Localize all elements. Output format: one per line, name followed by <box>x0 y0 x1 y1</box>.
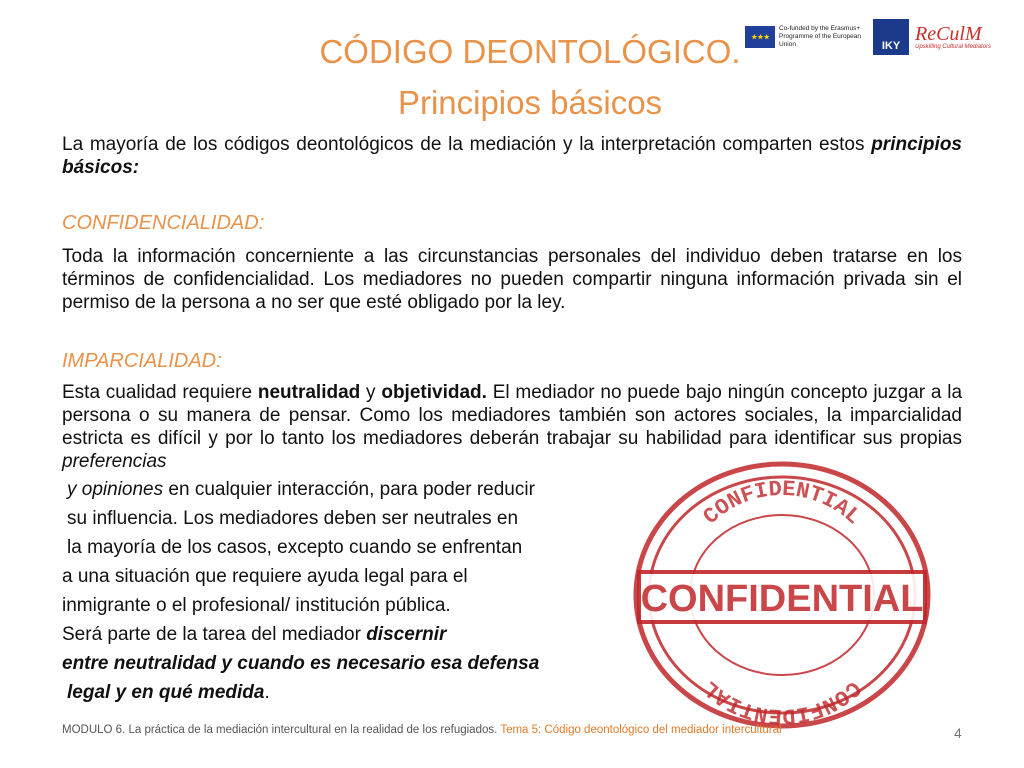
footer <box>62 724 782 736</box>
text-line <box>62 678 539 707</box>
impartiality-text: Esta cualidad requiere <box>62 382 258 403</box>
page-number: 4 <box>954 725 962 741</box>
discern-term: discernir <box>366 624 447 645</box>
stamp-center-text: CONFIDENTIAL <box>640 578 924 620</box>
intro-emphasis: principios básicos: <box>62 134 962 178</box>
text-line: su influencia. Los mediadores deben ser neutrales en <box>67 508 519 529</box>
page-subtitle: Principios básicos <box>397 84 663 121</box>
impartiality-text: El mediador no puede bajo ningún concepto juzgar a la persona o su manera de pensar. Como los mediadores también son actores sociales, la imparcialidad estricta es difícil y por lo tanto los mediadores deberán trabajar su habilidad para identificar sus propias <box>62 382 963 449</box>
heading-confidentiality: CONFIDENCIALIDAD: <box>62 212 265 234</box>
line-text: . <box>264 682 270 703</box>
preferences-term: preferencias <box>62 451 167 472</box>
confidentiality-paragraph: Toda la información concerniente a las circunstancias personales del individuo deben tratarse en los términos de confidencialidad. Los mediadores no pueden compartir ninguna información privada sin el permiso de la persona a no ser que esté obligado por la ley. <box>62 246 962 313</box>
intro-paragraph <box>62 133 962 179</box>
text-line <box>62 620 539 649</box>
text-line: a una situación que requiere ayuda legal para el <box>62 566 468 587</box>
recul-logo-text: ReCulM <box>915 23 982 45</box>
text-line <box>62 649 539 678</box>
line-emphasis: entre neutralidad y cuando es necesario esa defensa <box>62 653 540 674</box>
opinions-term: y opiniones <box>67 479 164 500</box>
recul-logo <box>915 24 991 50</box>
recul-logo-subtitle: Upskilling Cultural Mediators <box>915 44 992 50</box>
line-text: Será parte de la tarea del mediador <box>62 624 367 645</box>
text-line: la mayoría de los casos, excepto cuando se enfrentan <box>67 537 523 558</box>
objectivity-term: objetividad. <box>381 382 487 403</box>
page-title: CÓDIGO DEONTOLÓGICO. <box>319 33 741 70</box>
footer-topic: Tema 5: Código deontológico del mediador intercultural <box>500 724 782 736</box>
intro-text: La mayoría de los códigos deontológicos de la mediación y la interpretación comparten estos <box>62 134 872 155</box>
text-line: inmigrante o el profesional/ institución pública. <box>62 595 451 616</box>
stamp-arc-bottom-text: CONFIDENTIAL <box>698 675 866 729</box>
heading-impartiality: IMPARCIALIDAD: <box>62 350 222 372</box>
iky-logo: IKY <box>873 19 909 55</box>
line-emphasis: legal y en qué medida <box>67 682 265 703</box>
footer-text: MODULO 6. La práctica de la mediación intercultural en la realidad de los refugiados. <box>62 724 501 736</box>
text-line <box>62 475 539 504</box>
impartiality-text: y <box>360 382 382 403</box>
stamp-arc-top <box>699 477 866 530</box>
stamp-arc-bottom <box>699 675 866 728</box>
eu-flag-icon: ★★★ <box>745 26 775 48</box>
logo-bar <box>745 18 991 56</box>
confidential-stamp <box>633 460 931 730</box>
stamp-arc-top-text: CONFIDENTIAL <box>698 476 866 530</box>
line-text: en cualquier interacción, para poder reducir <box>163 479 535 500</box>
eu-logo <box>745 25 867 49</box>
eu-logo-text: Co-funded by the Erasmus+ Programme of the European Union <box>779 25 862 48</box>
neutrality-term: neutralidad <box>257 382 361 403</box>
impartiality-continuation <box>62 475 539 707</box>
